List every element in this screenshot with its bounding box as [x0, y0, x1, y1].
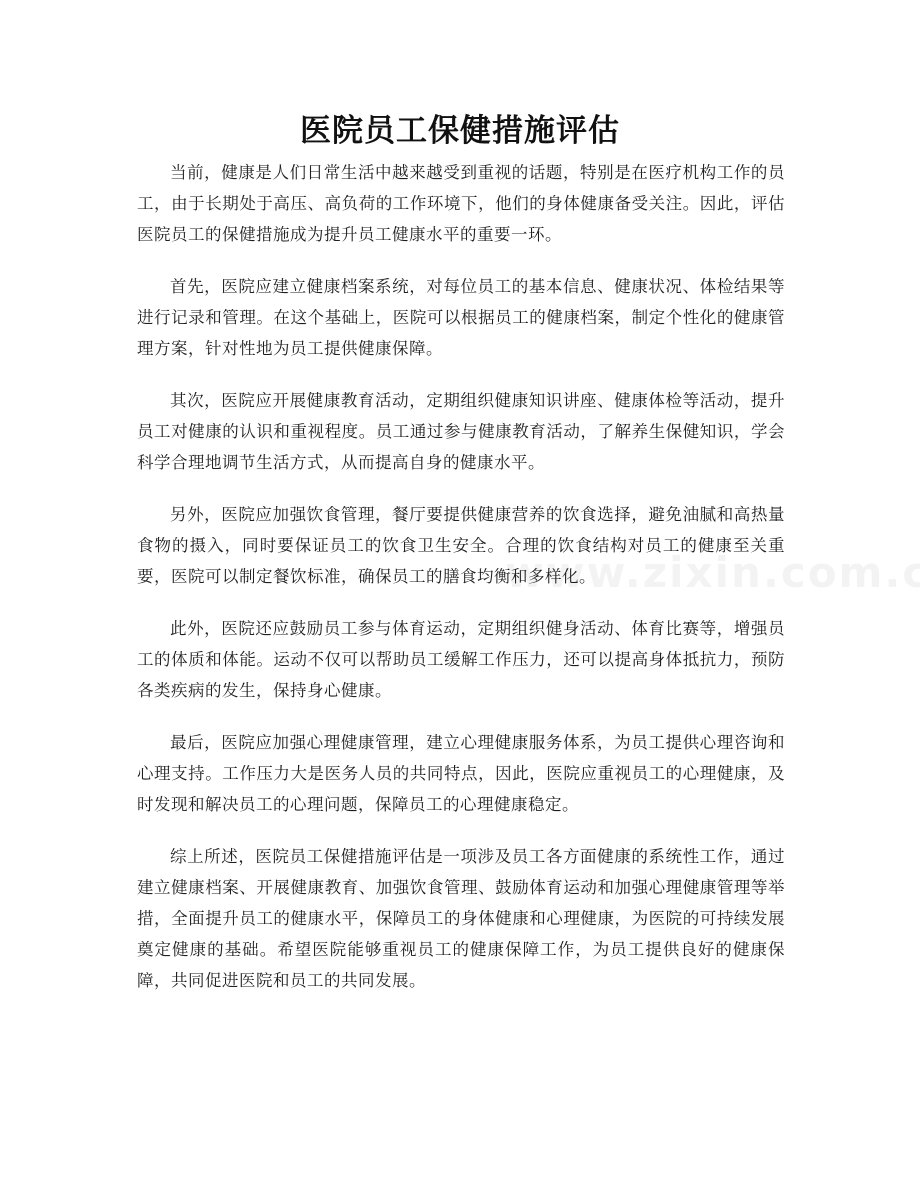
paragraph-diet-management: 另外，医院应加强饮食管理，餐厅要提供健康营养的饮食选择，避免油腻和高热量食物的摄入，同时要保证员工的饮食卫生安全。合理的饮食结构对员工的健康至关重要，医院可以制定餐饮标准，确保员工的膳食均衡和多样化。	[137, 505, 785, 586]
document-body	[137, 157, 785, 1017]
paragraph-mental-health: 最后，医院应加强心理健康管理，建立心理健康服务体系，为员工提供心理咨询和心理支持。工作压力大是医务人员的共同特点，因此，医院应重视员工的心理健康，及时发现和解决员工的心理问题，保障员工的心理健康稳定。	[137, 733, 785, 814]
paragraph-health-records: 首先，医院应建立健康档案系统，对每位员工的基本信息、健康状况、体检结果等进行记录和管理。在这个基础上，医院可以根据员工的健康档案，制定个性化的健康管理方案，针对性地为员工提供健康保障。	[137, 277, 785, 358]
paragraph-health-education: 其次，医院应开展健康教育活动，定期组织健康知识讲座、健康体检等活动，提升员工对健康的认识和重视程度。员工通过参与健康教育活动，了解养生保健知识，学会科学合理地调节生活方式，从而提高自身的健康水平。	[137, 391, 785, 472]
paragraph-sports: 此外，医院还应鼓励员工参与体育运动，定期组织健身活动、体育比赛等，增强员工的体质和体能。运动不仅可以帮助员工缓解工作压力，还可以提高身体抵抗力，预防各类疾病的发生，保持身心健康。	[137, 619, 785, 700]
document-title: 医院员工保健措施评估	[300, 113, 620, 149]
paragraph-conclusion: 综上所述，医院员工保健措施评估是一项涉及员工各方面健康的系统性工作，通过建立健康档案、开展健康教育、加强饮食管理、鼓励体育运动和加强心理健康管理等举措，全面提升员工的健康水平，保障员工的身体健康和心理健康，为医院的可持续发展奠定健康的基础。希望医院能够重视员工的健康保障工作，为员工提供良好的健康保障，共同促进医院和员工的共同发展。	[137, 847, 785, 990]
paragraph-intro: 当前，健康是人们日常生活中越来越受到重视的话题，特别是在医疗机构工作的员工，由于长期处于高压、高负荷的工作环境下，他们的身体健康备受关注。因此，评估医院员工的保健措施成为提升员工健康水平的重要一环。	[137, 163, 785, 244]
